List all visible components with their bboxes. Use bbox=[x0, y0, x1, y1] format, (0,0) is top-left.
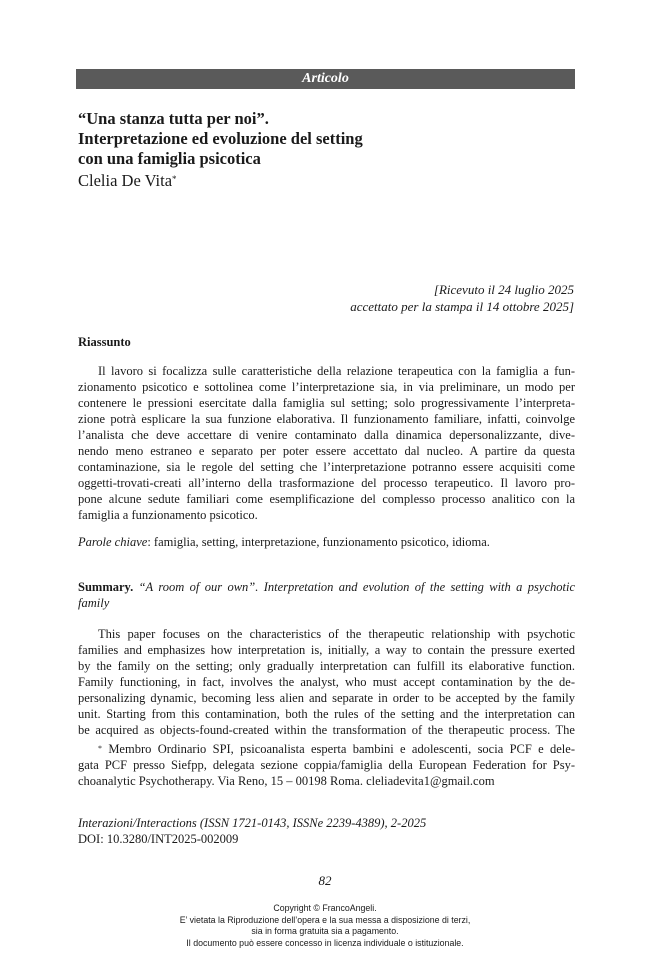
riassunto-heading: Riassunto bbox=[78, 335, 131, 349]
summary-title: “A room of our own”. Interpretation and evolution of the setting with a psychotic bbox=[133, 580, 575, 594]
text-line: nendo meno estraneo e separato per poter essere accettato dal nucleo. A partire da questa bbox=[78, 444, 575, 458]
summary-title-line: family bbox=[78, 596, 110, 610]
keywords bbox=[78, 534, 575, 550]
journal-citation: Interazioni/Interactions (ISSN 1721-0143, ISSNe 2239-4389), 2-2025 bbox=[78, 816, 427, 830]
author-footnote bbox=[78, 741, 575, 789]
journal-info bbox=[78, 815, 426, 847]
accepted-date: accettato per la stampa il 14 ottobre 2025] bbox=[350, 299, 574, 314]
author-text: Clelia De Vita bbox=[78, 171, 173, 190]
keywords-list: : famiglia, setting, interpretazione, funzionamento psicotico, idioma. bbox=[147, 535, 490, 549]
summary-label: Summary. bbox=[78, 580, 134, 594]
title-line: con una famiglia psicotica bbox=[78, 149, 261, 168]
author-footnote-mark: * bbox=[172, 174, 177, 184]
text-line: be acquired as objects-found-created within the transformation of the therapeutic process. The bbox=[78, 723, 575, 737]
riassunto-text bbox=[78, 363, 575, 523]
footnote-line: choanalytic Psychotherapy. Via Reno, 15 – 00198 Roma. cleliadevita1@gmail.com bbox=[78, 774, 495, 788]
text-line: This paper focuses on the characteristics of the therapeutic relationship with psychotic bbox=[98, 627, 575, 641]
copyright-line: Copyright © FrancoAngeli. bbox=[273, 903, 377, 913]
text-line: pone alcune sedute familiari come esemplificazione del complesso processo analitico con la bbox=[78, 492, 575, 506]
submission-dates bbox=[350, 281, 574, 315]
copyright-line: sia in forma gratuita sia a pagamento. bbox=[251, 926, 399, 936]
page-number: 82 bbox=[318, 873, 332, 888]
summary-title-line bbox=[78, 579, 575, 595]
copyright-line: E’ vietata la Riproduzione dell’opera e la sua messa a disposizione di terzi, bbox=[179, 914, 471, 925]
text-line: contenere le pressioni esercitate dalla famiglia sul setting; solo progressivamente l’interpreta- bbox=[78, 396, 575, 410]
text-line: zione potrà esplicare la sua funzione elaborativa. Il funzionamento familiare, infatti, coinvolge bbox=[78, 412, 575, 426]
footnote-mark: * bbox=[98, 744, 102, 753]
text-line: unit. Starting from this contamination, both the rules of the setting and the interpretation can bbox=[78, 707, 575, 721]
text-line: Il lavoro si focalizza sulle caratteristiche della relazione terapeutica con la famiglia a fun- bbox=[98, 364, 575, 378]
text-line: oggetti-trovati-creati all’interno della trasformazione del processo terapeutico. Il lavoro pro- bbox=[78, 476, 575, 490]
text-line: by the family on the setting; only gradually interpretation can fulfill its elaborative function. bbox=[78, 659, 575, 673]
footnote-line bbox=[78, 741, 575, 757]
section-banner: Articolo bbox=[76, 69, 575, 89]
copyright-line: Il documento può essere concesso in licenza individuale o istituzionale. bbox=[186, 937, 464, 948]
text-line: l’analista che deve accettare di venire contaminato dalla dinamica depersonalizzante, dive- bbox=[78, 428, 575, 442]
text-line: families and emphasizes how interpretation is, initially, a way to contain the pressure exerted bbox=[78, 643, 575, 657]
text-line: contaminazione, sia le regole del setting che l’interpretazione potranno essere acquisiti come bbox=[78, 460, 575, 474]
keywords-label: Parole chiave bbox=[78, 535, 148, 549]
journal-doi: DOI: 10.3280/INT2025-002009 bbox=[78, 832, 239, 846]
text-line: famiglia a funzionamento psicotico. bbox=[78, 508, 258, 522]
text-line: Family functioning, in fact, involves the analyst, who must accept contamination by the de- bbox=[78, 675, 575, 689]
text-line: zionamento psicotico e sottolinea come l’interpretazione sia, in via preliminare, un modo per bbox=[78, 380, 575, 394]
text-line: personalizing dynamic, becoming less alien and separate in order to be accepted by the family bbox=[78, 691, 575, 705]
title-line: “Una stanza tutta per noi”. bbox=[78, 109, 269, 128]
author-name bbox=[78, 171, 177, 191]
footnote-line: gata PCF presso Siefpp, delegata sezione coppia/famiglia della European Federation for Psy- bbox=[78, 758, 575, 772]
copyright-notice bbox=[0, 903, 650, 949]
received-date: [Ricevuto il 24 luglio 2025 bbox=[433, 282, 574, 297]
summary-text bbox=[78, 626, 575, 738]
summary-heading bbox=[78, 579, 575, 611]
footnote-text: Membro Ordinario SPI, psicoanalista esperta bambini e adolescenti, socia PCF e dele- bbox=[102, 742, 575, 756]
title-line: Interpretazione ed evoluzione del setting bbox=[78, 129, 363, 148]
article-title bbox=[78, 109, 578, 169]
